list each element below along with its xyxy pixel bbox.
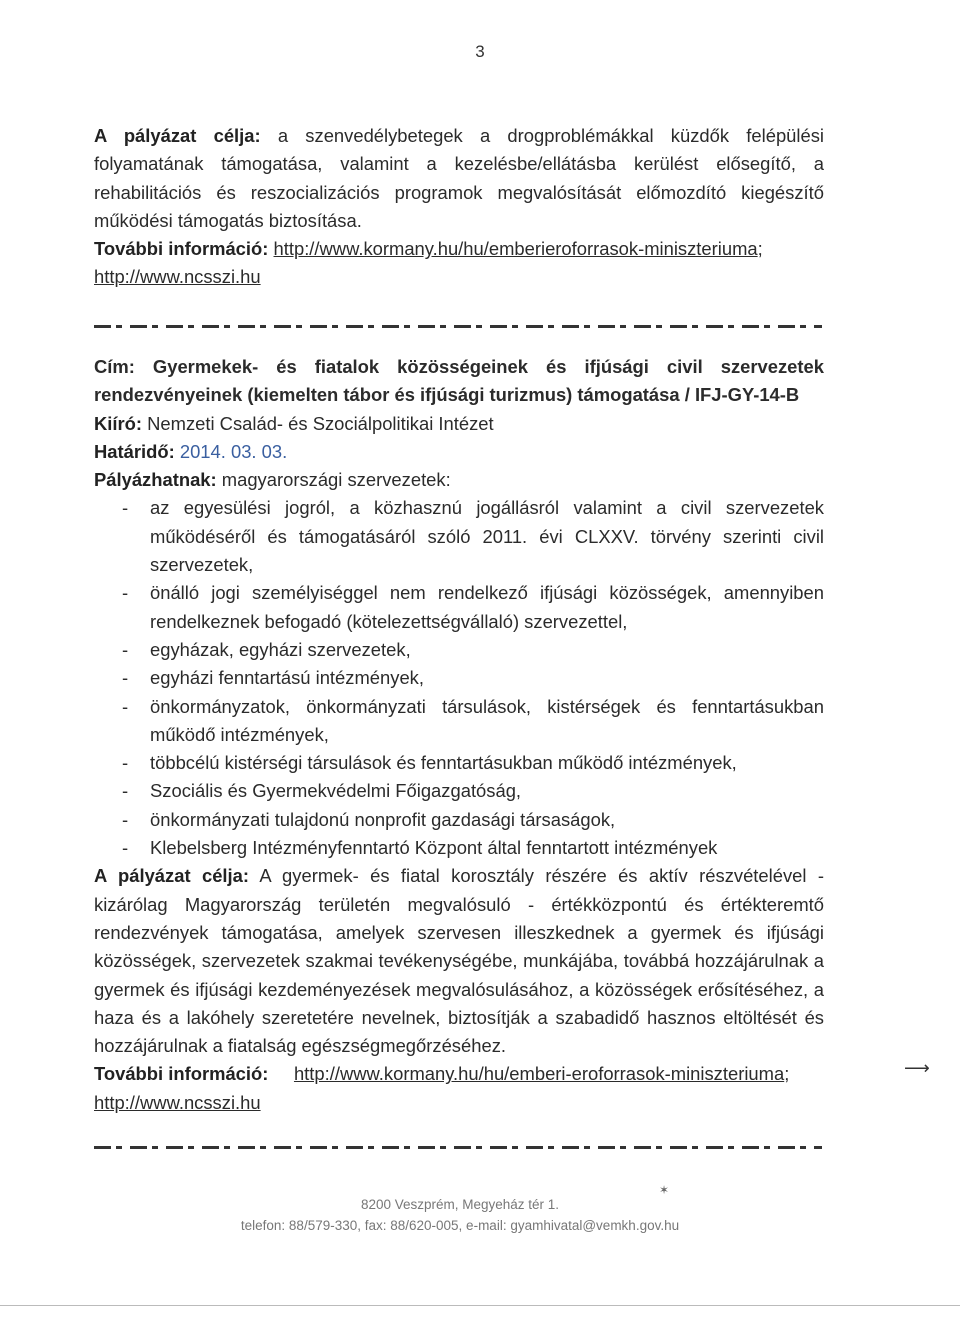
title-text: Gyermekek- és fiatalok közösségeinek és ifjúsági civil szervezetek rendezvényeinek (kiemelten tábor és ifjúsági turizmus) támogatása / IFJ-GY-14-B [94, 356, 824, 406]
goal-label: A pályázat célja: [94, 125, 261, 146]
footer-address: 8200 Veszprém, Megyeház tér 1. [360, 1197, 560, 1212]
ncsszi-link[interactable]: http://www.ncsszi.hu [94, 1091, 261, 1113]
list-item-text: önkormányzati tulajdonú nonprofit gazdasági társaságok, [150, 808, 616, 830]
bullet-dash: - [122, 837, 129, 859]
list-item [94, 494, 824, 579]
applicants-list [94, 494, 824, 862]
bullet-dash: - [122, 667, 129, 689]
issuer-text: Nemzeti Család- és Szociálpolitikai Intézet [142, 412, 494, 434]
section-1-goal [94, 122, 824, 235]
list-item-text: egyházi fenntartású intézmények, [150, 667, 424, 689]
list-item-text: Szociális és Gyermekvédelmi Főigazgatóság, [150, 780, 522, 802]
list-item [94, 834, 824, 862]
page-number: 3 [475, 42, 485, 61]
section-2-title [94, 353, 824, 410]
dashed-separator-1 [94, 325, 822, 328]
list-item [94, 777, 824, 805]
section-2-goal [94, 862, 824, 1060]
bullet-dash: - [122, 497, 129, 519]
info-label: További információ: [94, 1063, 269, 1085]
kormany-link[interactable]: http://www.kormany.hu/hu/emberieroforrasok-miniszteriuma [273, 238, 758, 260]
link-separator: ; [784, 1063, 790, 1085]
title-label: Cím: [94, 356, 135, 377]
list-item [94, 749, 824, 777]
goal-text: a szenvedélybetegek a drogproblémákkal küzdők felépülési folyamatának támogatása, valamint a kezelésbe/ellátásba kerülést elősegítő, a rehabilitációs és reszocializációs programok megvalósítását előmozdító kiegészítő működési támogatás biztosítása. [94, 125, 824, 231]
issuer-line [94, 410, 824, 438]
list-item-text: Klebelsberg Intézményfenntartó Központ által fenntartott intézmények [150, 837, 718, 859]
applicants-line [94, 466, 824, 494]
list-item [94, 579, 824, 636]
kormany-link[interactable]: http://www.kormany.hu/hu/emberi-eroforrasok-miniszteriuma [293, 1063, 785, 1085]
bullet-dash: - [122, 582, 129, 604]
section-2-info [94, 1060, 824, 1117]
bullet-dash: - [122, 752, 129, 774]
applicants-text: magyarországi szervezetek: [216, 469, 451, 491]
deadline-label: Határidő: [94, 440, 175, 462]
bullet-dash: - [122, 695, 129, 717]
list-item-text: önálló jogi személyiséggel nem rendelkező ifjúsági közösségek, amennyiben rendelkeznek befogadó (kötelezettségvállaló) szervezettel, [150, 582, 824, 632]
footer-contact: telefon: 88/579-330, fax: 88/620-005, e-mail: gyamhivatal@vemkh.gov.hu [240, 1218, 680, 1233]
list-item-text: önkormányzatok, önkormányzati társulások, kistérségek és fenntartásukban működő intézmények, [150, 695, 824, 745]
list-item [94, 806, 824, 834]
section-1 [94, 122, 824, 292]
link-separator: ; [757, 238, 763, 260]
list-item [94, 636, 824, 664]
deadline-line [94, 438, 824, 466]
list-item [94, 664, 824, 692]
footer-rule [0, 1305, 960, 1306]
goal-text: A gyermek- és fiatal korosztály részére és aktív részvételével - kizárólag Magyarország területén megvalósuló - értékközpontú és értékteremtő rendezvények támogatása, amelyek szervesen illeszkednek a gyermek és ifjúsági közösségek, szervezetek szakmai tevékenységébe, munkájába, továbbá hozzájárulnak a gyermek és ifjúsági kezdeményezések megvalósulásához, a közösségek erősítéséhez, a haza és a lakóhely szeretetére nevelnek, biztosítják a szabadidő hasznos eltöltését és hozzájárulnak a fiatalság egészségmegőrzéséhez. [94, 865, 824, 1057]
ncsszi-link[interactable]: http://www.ncsszi.hu [94, 266, 261, 288]
issuer-label: Kiíró: [94, 412, 143, 434]
list-item-text: az egyesülési jogról, a közhasznú jogállásról valamint a civil szervezetek működéséről és támogatásáról szóló 2011. évi CLXXV. törvény szerinti civil szervezetek, [150, 497, 824, 576]
applicants-label: Pályázhatnak: [94, 469, 217, 491]
footer [0, 1194, 920, 1236]
goal-label: A pályázat célja: [94, 865, 250, 887]
deadline-text: 2014. 03. 03. [174, 440, 288, 462]
info-label: További információ: [94, 238, 269, 260]
bullet-dash: - [122, 780, 129, 802]
dashed-separator-2 [94, 1146, 822, 1149]
bullet-dash: - [122, 808, 129, 830]
bullet-dash: - [122, 638, 129, 660]
asterisk-mark-icon: ✶ [659, 1183, 670, 1197]
section-1-info [94, 235, 824, 292]
list-item-text: egyházak, egyházi szervezetek, [150, 638, 411, 660]
list-item [94, 693, 824, 750]
list-item-text: többcélú kistérségi társulások és fenntartásukban működő intézmények, [150, 752, 737, 774]
section-2 [94, 353, 824, 1117]
arrow-mark-icon: ⟶ [904, 1058, 930, 1078]
